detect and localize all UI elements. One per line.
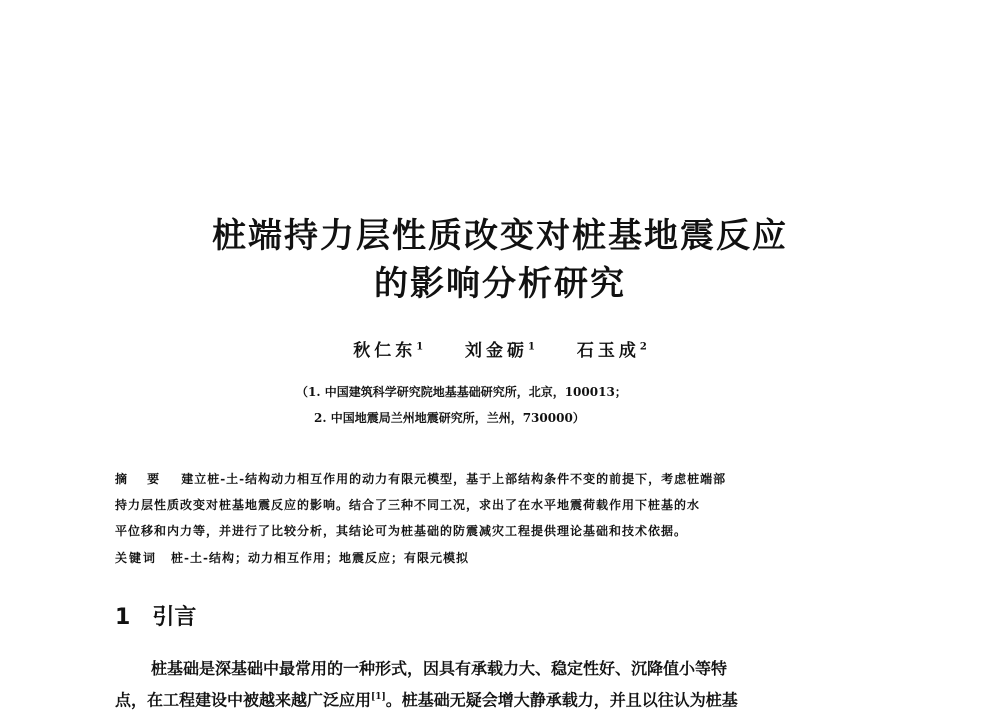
abstract-label: 摘 要 bbox=[115, 472, 168, 486]
keywords bbox=[115, 545, 885, 571]
author-affiliation-mark: 2 bbox=[639, 341, 647, 353]
section-title: 引言 bbox=[152, 605, 197, 630]
abstract-line bbox=[115, 466, 885, 492]
abstract-line: 持力层性质改变对桩基地震反应的影响。结合了三种不同工况，求出了在水平地震荷载作用下桩基的水 bbox=[115, 498, 701, 512]
section-heading bbox=[115, 600, 196, 631]
section-number: 1 bbox=[115, 605, 131, 630]
body-text-segment: 点，在工程建设中被越来越广泛应用 bbox=[115, 690, 372, 710]
paper-title-line-2: 的影响分析研究 bbox=[374, 264, 626, 304]
author-name: 石玉成 bbox=[576, 341, 640, 361]
abstract-line: 平位移和内力等，并进行了比较分析，其结论可为桩基础的防震减灾工程提供理论基础和技术依据。 bbox=[115, 524, 688, 538]
author-affiliation-mark: 1 bbox=[416, 341, 424, 353]
body-paragraph-line: 桩基础是深基础中最常用的一种形式，因具有承载力大、稳定性好、沉降值小等特 bbox=[151, 659, 728, 678]
author-list bbox=[0, 336, 1000, 361]
affiliation-line: （1. 中国建筑科学研究院地基基础研究所，北京，100013； bbox=[296, 385, 627, 399]
keywords-text: 桩-土-结构；动力相互作用；地震反应；有限元模拟 bbox=[171, 551, 469, 565]
author-name: 刘金砺 bbox=[465, 341, 529, 361]
author-name: 秋仁东 bbox=[353, 341, 417, 361]
body-paragraph-line bbox=[115, 683, 890, 714]
body-text-segment: 。桩基础无疑会增大静承载力，并且以往认为桩基 bbox=[385, 690, 738, 710]
keywords-label: 关键词 bbox=[115, 551, 158, 565]
abstract bbox=[115, 466, 885, 544]
affiliation-line: 2. 中国地震局兰州地震研究所，兰州，730000） bbox=[314, 411, 585, 425]
abstract-text: 建立桩-土-结构动力相互作用的动力有限元模型，基于上部结构条件不变的前提下，考虑桩端部 bbox=[181, 472, 727, 486]
paper-title-line-1: 桩端持力层性质改变对桩基地震反应 bbox=[212, 216, 788, 256]
author-affiliation-mark: 1 bbox=[528, 341, 535, 353]
citation-ref: [1] bbox=[371, 692, 386, 702]
